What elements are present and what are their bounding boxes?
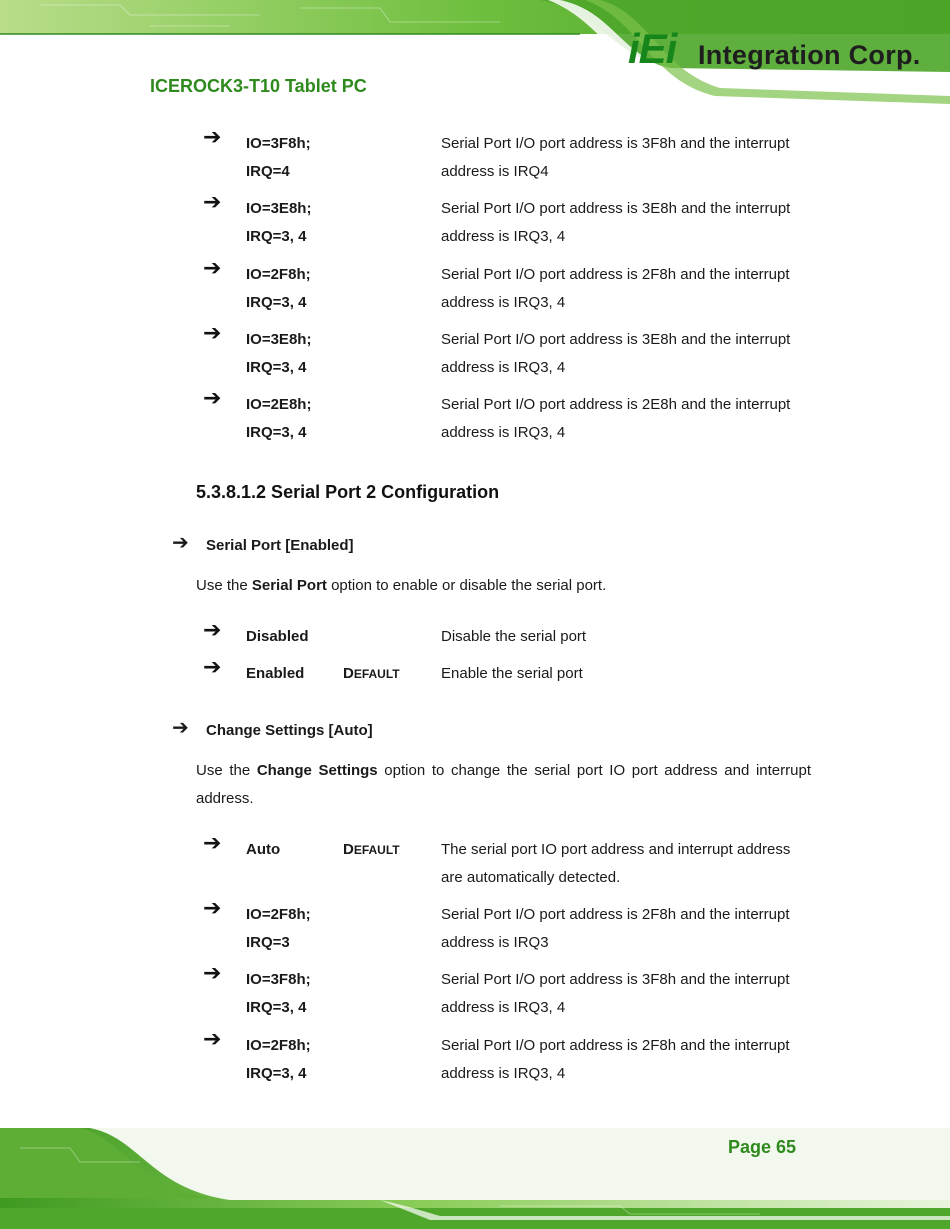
option-description: Serial Port I/O port address is 2F8h and the interrupt address is IRQ3, 4	[441, 1036, 790, 1082]
option-label: IO=2F8h; IRQ=3, 4	[246, 265, 311, 311]
setting-name: Serial Port [Enabled]	[206, 537, 354, 554]
arrow-icon: ➔	[172, 717, 189, 739]
page-number: Page 65	[728, 1137, 797, 1157]
option-label: IO=3E8h; IRQ=3, 4	[246, 200, 312, 246]
footer-banner	[0, 1128, 950, 1229]
option-label: IO=3E8h; IRQ=3, 4	[246, 330, 312, 376]
arrow-icon: ➔	[203, 189, 222, 215]
option-description: Disable the serial port	[441, 628, 587, 645]
arrow-icon: ➔	[203, 1025, 222, 1051]
option-label: Disabled	[246, 628, 309, 645]
setting-name: Change Settings [Auto]	[206, 722, 373, 739]
option-description: Enable the serial port	[441, 665, 583, 682]
arrow-icon: ➔	[203, 319, 222, 345]
arrow-icon: ➔	[203, 960, 222, 986]
option-description: Serial Port I/O port address is 3E8h and the interrupt address is IRQ3, 4	[441, 200, 791, 246]
option-label: IO=3F8h; IRQ=4	[246, 135, 311, 180]
arrow-icon: ➔	[203, 895, 222, 920]
section-heading: 5.3.8.1.2 Serial Port 2 Configuration	[196, 482, 500, 502]
arrow-icon: ➔	[203, 830, 222, 855]
logo-wordmark: Integration Corp.	[698, 40, 921, 70]
default-marker: DEFAULT	[343, 665, 400, 682]
default-marker: DEFAULT	[343, 841, 400, 858]
option-label: IO=2E8h; IRQ=3, 4	[246, 396, 312, 442]
arrow-icon: ➔	[203, 254, 222, 280]
option-description: Serial Port I/O port address is 2F8h and the interrupt address is IRQ3, 4	[441, 265, 790, 311]
option-label: IO=3F8h; IRQ=3, 4	[246, 971, 311, 1017]
arrow-icon: ➔	[203, 654, 222, 679]
company-logo	[628, 24, 921, 74]
logo-mark: iEi	[628, 25, 677, 72]
option-description: Serial Port I/O port address is 3F8h and the interrupt address is IRQ4	[441, 135, 790, 180]
option-description: Serial Port I/O port address is 2F8h and the interrupt address is IRQ3	[441, 906, 790, 951]
option-label: Auto	[246, 841, 281, 858]
setting-description: Use the Change Settings option to change the serial port IO port address and interrupt address.	[196, 762, 811, 807]
option-description: Serial Port I/O port address is 2E8h and the interrupt address is IRQ3, 4	[441, 396, 791, 442]
option-description: Serial Port I/O port address is 3E8h and the interrupt address is IRQ3, 4	[441, 330, 791, 376]
option-description: Serial Port I/O port address is 3F8h and the interrupt address is IRQ3, 4	[441, 971, 790, 1017]
document-title: ICEROCK3-T10 Tablet PC	[150, 76, 367, 96]
option-label: IO=2F8h; IRQ=3	[246, 906, 311, 951]
arrow-icon: ➔	[172, 532, 189, 554]
arrow-icon: ➔	[203, 617, 222, 642]
arrow-icon: ➔	[203, 385, 222, 411]
option-label: Enabled	[246, 665, 305, 682]
arrow-icon: ➔	[203, 124, 222, 149]
option-label: IO=2F8h; IRQ=3, 4	[246, 1036, 311, 1082]
setting-description: Use the Serial Port option to enable or disable the serial port.	[196, 577, 607, 594]
option-description: The serial port IO port address and interrupt address are automatically detected.	[441, 841, 791, 886]
